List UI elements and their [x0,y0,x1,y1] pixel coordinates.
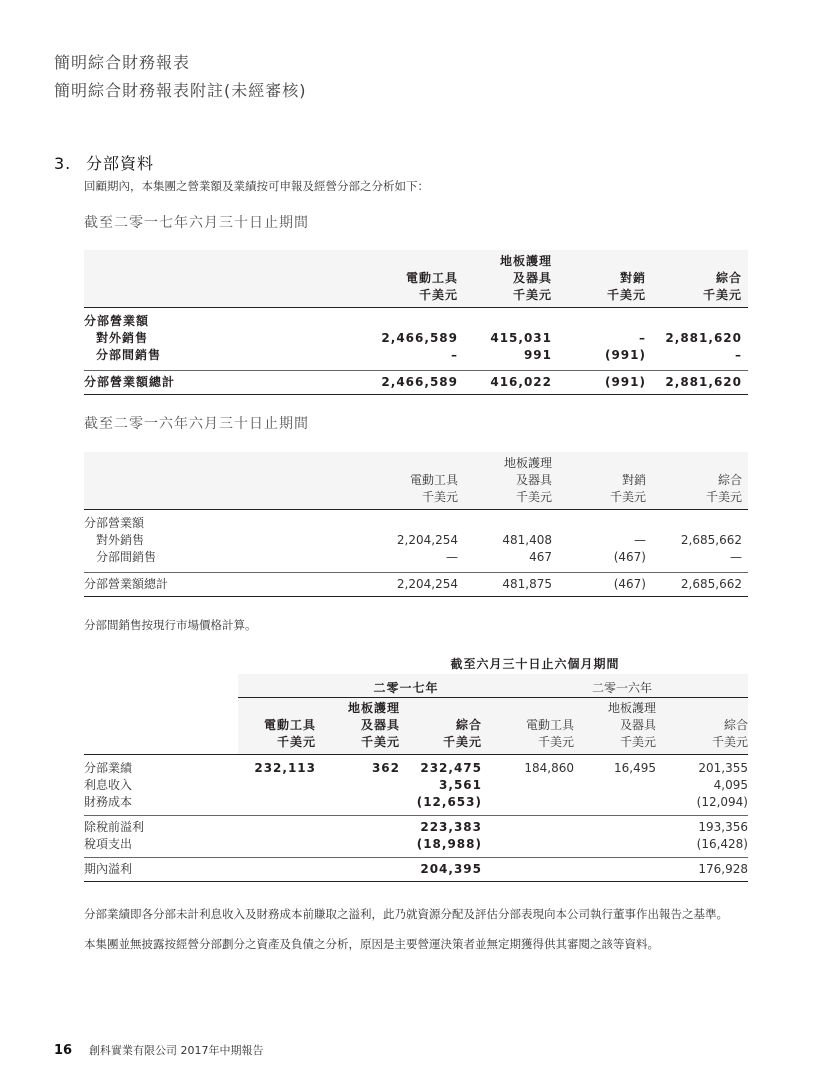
section-intro: 回顧期內，本集團之營業額及業績按可申報及經營分部之分析如下： [84,179,429,193]
total-rule [84,596,748,597]
row-label: 財務成本 [84,795,133,809]
row-label: 分部營業額總計 [84,577,169,591]
table-header [84,452,748,509]
page-number: 16 [54,1043,73,1058]
segment-revenue-table-2017 [84,250,748,395]
cell-value: 232,475 [420,761,482,775]
cell-value: 362 [371,761,400,775]
section-number: 3. [54,154,72,173]
cell-value: 2,881,620 [665,375,742,389]
cell-value: 2,466,589 [381,375,458,389]
table-row [84,347,748,364]
cell-value: (991) [604,348,646,362]
cell-value: — [446,550,458,564]
cell-value: (467) [613,550,646,564]
header-eliminations: 對銷 千美元 [609,473,646,504]
segment-results-note: 分部業績即各分部未計利息收入及財務成本前賺取之溢利，此乃就資源分配及評估分部表現向本公司執行董事作出報告之基準。 [84,907,728,921]
page-header-subtitle: 簡明綜合財務報表附註(未經審核) [54,81,307,100]
cell-value: 2,204,254 [396,577,458,591]
inter-segment-note: 分部間銷售按現行市場價格計算。 [84,618,257,632]
cell-value: 176,928 [698,862,748,876]
table-row [84,532,748,549]
section-title [54,151,154,174]
table-row [84,794,748,811]
year-2017-label: 二零一七年 [373,681,439,695]
cell-value: 3,561 [439,778,482,792]
cell-value: (467) [613,577,646,591]
header-rule [84,754,748,755]
header-eliminations: 對銷 千美元 [606,271,646,302]
cell-value: 2,685,662 [680,533,742,547]
cell-value: – [639,331,646,345]
cell-value: 2,466,589 [381,331,458,345]
row-label: 利息收入 [84,778,133,792]
cell-value: 481,408 [502,533,552,547]
cell-value: 481,875 [502,577,552,591]
section-name: 分部資料 [86,154,155,173]
header-consolidated-2017: 綜合 千美元 [442,718,482,749]
year-2016-label: 二零一六年 [591,681,652,695]
table-row [84,777,748,794]
cell-value: 232,113 [254,761,316,775]
row-label: 稅項支出 [84,837,133,851]
cell-value: 204,395 [420,862,482,876]
subtotal-rule [84,815,748,816]
cell-value: 991 [523,348,552,362]
cell-value: 416,022 [490,375,552,389]
table-row [84,819,748,836]
table-total-row [84,374,748,391]
row-label: 對外銷售 [96,533,145,547]
header-power-tools: 電動工具 千美元 [405,271,458,302]
row-label: 分部間銷售 [96,550,157,564]
subtotal-rule [84,857,748,858]
row-label: 對外銷售 [96,331,149,345]
table3-caption: 截至六月三十日止六個月期間 [450,657,620,671]
cell-value: 16,495 [614,761,656,775]
assets-liabilities-note: 本集團並無披露按經營分部劃分之資產及負債之分析，原因是主要營運決策者並無定期獲得供其審閱之該等資料。 [84,937,659,951]
cell-value: 2,204,254 [396,533,458,547]
header-floor-care: 地板護理 及器具 千美元 [499,254,552,302]
total-rule [84,881,748,882]
cell-value: (12,653) [416,795,482,809]
header-consolidated: 綜合 千美元 [705,473,742,504]
cell-value: 184,860 [524,761,574,775]
table-header [84,250,748,307]
cell-value: 223,383 [420,820,482,834]
cell-value: – [451,348,458,362]
table-row [84,760,748,777]
cell-value: 2,685,662 [680,577,742,591]
row-label: 分部營業額 [84,516,145,530]
cell-value: 201,355 [698,761,748,775]
table-row [84,313,748,330]
cell-value: 193,356 [698,820,748,834]
row-label: 期內溢利 [84,862,133,876]
cell-value: (12,094) [696,795,748,809]
header-floor-care-2017: 地板護理 及器具 千美元 [347,701,400,749]
row-label: 分部業績 [84,761,133,775]
row-label: 分部營業額總計 [84,375,176,389]
row-label: 分部營業額 [84,314,150,328]
row-label: 除稅前溢利 [84,820,145,834]
cell-value: 2,881,620 [665,331,742,345]
table2-period: 截至二零一六年六月三十日止期間 [84,416,309,432]
table-total-row [84,576,748,593]
segment-revenue-table-2016 [84,452,748,597]
page-header-title: 簡明綜合財務報表 [54,53,191,72]
header-consolidated: 綜合 千美元 [702,271,742,302]
table-row [84,549,748,566]
row-label: 分部間銷售 [96,348,162,362]
page-footer [54,1042,264,1058]
total-rule [84,394,748,395]
header-floor-care-2016: 地板護理 及器具 千美元 [607,701,656,749]
header-consolidated-2016: 綜合 千美元 [711,718,748,749]
cell-value: — [730,550,742,564]
cell-value: (18,988) [416,837,482,851]
header-power-tools-2017: 電動工具 千美元 [263,718,316,749]
year-2016-rule [496,697,748,698]
cell-value: 467 [529,550,552,564]
cell-value: (991) [604,375,646,389]
table-row [84,515,748,532]
table-row [84,836,748,853]
cell-value: (16,428) [696,837,748,851]
header-power-tools-2016: 電動工具 千美元 [525,718,574,749]
header-power-tools: 電動工具 千美元 [409,473,458,504]
cell-value: – [735,348,742,362]
table-row [84,330,748,347]
cell-value: — [634,533,646,547]
table1-period: 截至二零一七年六月三十日止期間 [84,215,309,231]
table-total-row [84,861,748,878]
cell-value: 4,095 [713,778,748,792]
header-floor-care: 地板護理 及器具 千美元 [503,456,552,504]
cell-value: 415,031 [490,331,552,345]
footer-text: 創科實業有限公司 2017年中期報告 [89,1044,264,1057]
